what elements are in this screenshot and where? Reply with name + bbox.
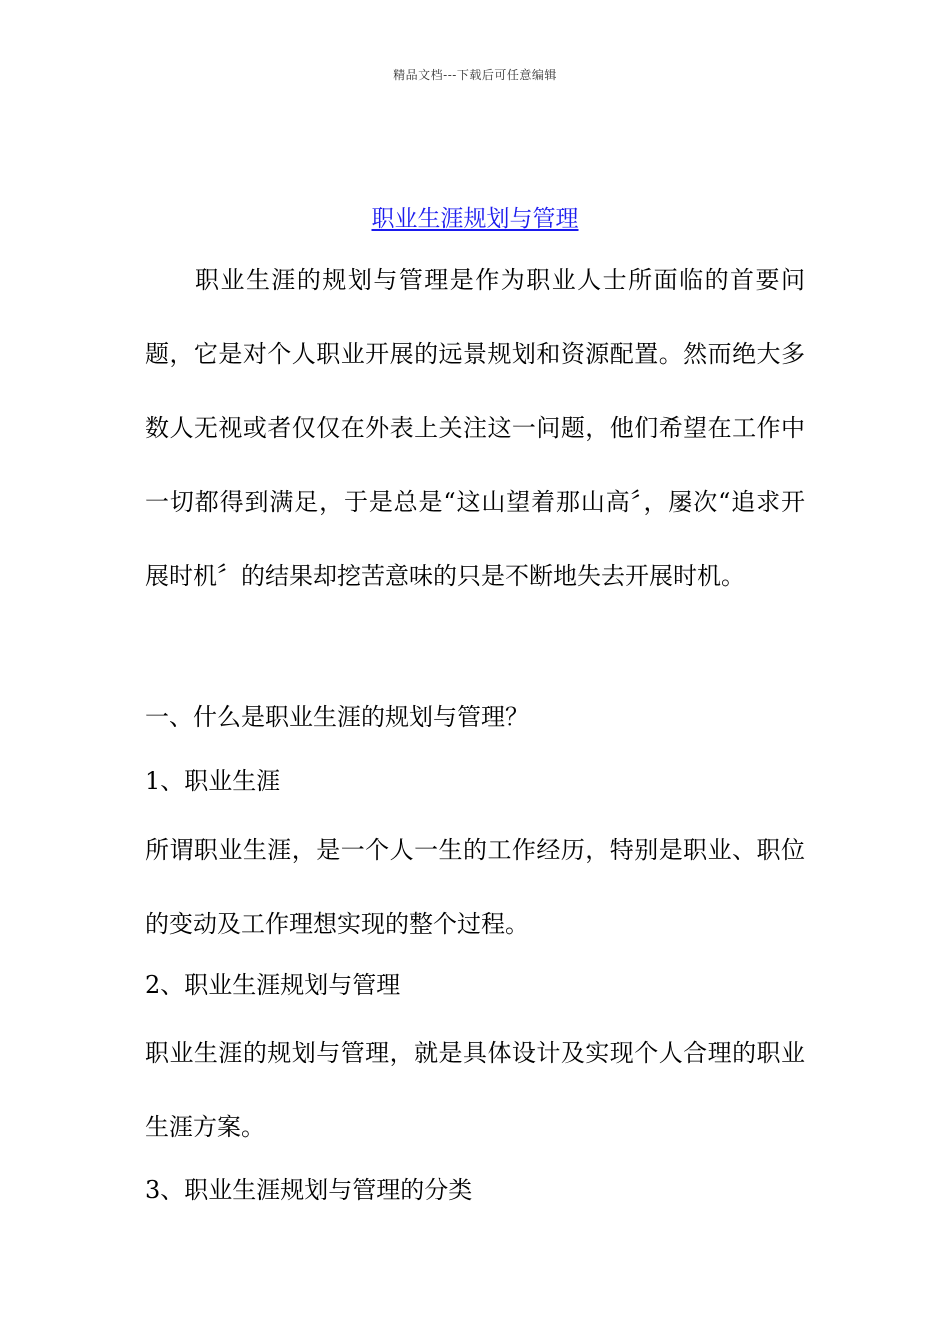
intro-paragraph: 职业生涯的规划与管理是作为职业人士所面临的首要问题，它是对个人职业开展的远景规划和资源配置。然而绝大多数人无视或者仅仅在外表上关注这一问题，他们希望在工作中一切都得到满足，于是总是“这山望着那山高〞，屡次“追求开展时机〞的结果却挖苦意味的只是不断地失去开展时机。: [145, 266, 805, 590]
document-title: 职业生涯规划与管理: [371, 206, 579, 232]
page-header: 精品文档---下载后可任意编辑: [393, 68, 557, 82]
item-2-heading: 2、职业生涯规划与管理: [145, 971, 401, 999]
item-1-heading: 1、职业生涯: [145, 767, 281, 795]
item-2-text: 职业生涯的规划与管理，就是具体设计及实现个人合理的职业生涯方案。: [145, 1039, 805, 1141]
item-1-text: 所谓职业生涯，是一个人一生的工作经历，特别是职业、职位的变动及工作理想实现的整个过程。: [145, 836, 805, 938]
section-heading: 一、什么是职业生涯的规划与管理？: [145, 703, 529, 731]
item-3-heading: 3、职业生涯规划与管理的分类: [145, 1176, 473, 1204]
